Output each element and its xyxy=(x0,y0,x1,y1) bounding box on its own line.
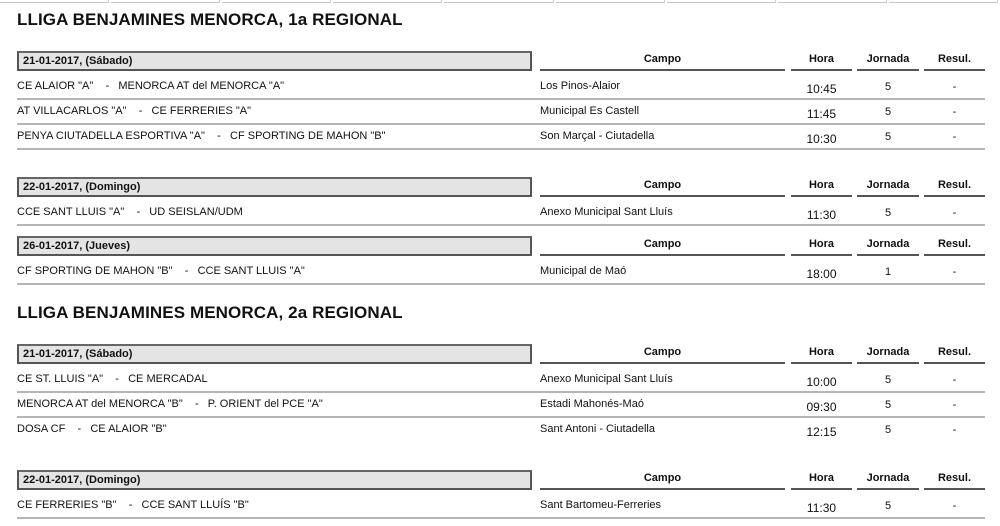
match-row xyxy=(17,100,985,125)
column-header-jornada: Jornada xyxy=(857,177,919,197)
match-jornada: 5 xyxy=(884,500,892,512)
match-teams: PENYA CIUTADELLA ESPORTIVA "A" - CF SPORTING DE MAHON "B" xyxy=(17,130,386,142)
match-row xyxy=(17,260,985,285)
tab-edge xyxy=(889,0,998,3)
column-header-campo: Campo xyxy=(540,236,785,256)
match-row xyxy=(17,201,985,226)
column-header-hora: Hora xyxy=(791,344,852,364)
match-hora: 12:15 xyxy=(806,425,837,439)
match-jornada: 5 xyxy=(884,131,892,143)
day-header xyxy=(17,236,985,260)
day-block xyxy=(17,177,985,226)
column-header-jornada: Jornada xyxy=(857,236,919,256)
tab-edge xyxy=(0,0,109,3)
column-header-hora: Hora xyxy=(791,51,852,71)
column-header-resul: Resul. xyxy=(924,344,985,364)
match-hora: 11:30 xyxy=(806,208,837,222)
day-header xyxy=(17,51,985,75)
match-teams: CE ST. LLUIS "A" - CE MERCADAL xyxy=(17,373,208,385)
column-header-campo: Campo xyxy=(540,470,785,490)
match-teams: AT VILLACARLOS "A" - CE FERRERIES "A" xyxy=(17,105,252,117)
column-header-campo: Campo xyxy=(540,51,785,71)
match-result: - xyxy=(952,500,957,512)
column-header-campo: Campo xyxy=(540,344,785,364)
column-header-resul: Resul. xyxy=(924,470,985,490)
tab-edge xyxy=(556,0,665,3)
match-campo: Sant Bartomeu-Ferreries xyxy=(540,499,662,511)
match-row xyxy=(17,125,985,150)
match-result: - xyxy=(952,374,957,386)
date-label: 21-01-2017, (Sábado) xyxy=(17,344,532,364)
match-hora: 18:00 xyxy=(806,267,837,281)
match-result: - xyxy=(952,131,957,143)
match-result: - xyxy=(952,207,957,219)
match-campo: Son Marçal - Ciutadella xyxy=(540,130,655,142)
league-title: LLIGA BENJAMINES MENORCA, 1a REGIONAL xyxy=(17,10,403,29)
match-teams: CE FERRERIES "B" - CCE SANT LLUÍS "B" xyxy=(17,499,249,511)
column-header-hora: Hora xyxy=(791,470,852,490)
match-teams: DOSA CF - CE ALAIOR "B" xyxy=(17,423,167,435)
match-hora: 10:00 xyxy=(806,375,837,389)
top-tab-strip xyxy=(0,0,1000,4)
match-campo: Anexo Municipal Sant Lluís xyxy=(540,373,673,385)
tab-edge xyxy=(444,0,553,3)
date-label: 22-01-2017, (Domingo) xyxy=(17,177,532,197)
column-header-campo: Campo xyxy=(540,177,785,197)
tab-edge xyxy=(111,0,220,3)
tab-edge xyxy=(222,0,331,3)
match-row xyxy=(17,368,985,393)
day-block xyxy=(17,51,985,150)
match-result: - xyxy=(952,399,957,411)
column-header-hora: Hora xyxy=(791,236,852,256)
day-header xyxy=(17,470,985,494)
column-header-jornada: Jornada xyxy=(857,344,919,364)
league-title: LLIGA BENJAMINES MENORCA, 2a REGIONAL xyxy=(17,303,403,322)
match-result: - xyxy=(952,424,957,436)
match-result: - xyxy=(952,81,957,93)
match-jornada: 5 xyxy=(884,424,892,436)
match-jornada: 1 xyxy=(884,266,892,278)
match-teams: CE ALAIOR "A" - MENORCA AT del MENORCA "A" xyxy=(17,80,285,92)
day-block xyxy=(17,344,985,443)
match-row xyxy=(17,418,985,443)
tab-edge xyxy=(778,0,887,3)
date-label: 22-01-2017, (Domingo) xyxy=(17,470,532,490)
column-header-jornada: Jornada xyxy=(857,51,919,71)
match-row xyxy=(17,393,985,418)
date-label: 21-01-2017, (Sábado) xyxy=(17,51,532,71)
match-teams: CF SPORTING DE MAHON "B" - CCE SANT LLUIS "A" xyxy=(17,265,305,277)
match-result: - xyxy=(952,266,957,278)
match-hora: 11:30 xyxy=(806,501,837,515)
column-header-resul: Resul. xyxy=(924,236,985,256)
match-jornada: 5 xyxy=(884,399,892,411)
match-hora: 09:30 xyxy=(806,400,837,414)
match-jornada: 5 xyxy=(884,207,892,219)
tab-edge xyxy=(333,0,442,3)
day-header xyxy=(17,344,985,368)
match-result: - xyxy=(952,106,957,118)
match-row xyxy=(17,75,985,100)
match-jornada: 5 xyxy=(884,106,892,118)
match-jornada: 5 xyxy=(884,374,892,386)
date-label: 26-01-2017, (Jueves) xyxy=(17,236,532,256)
match-campo: Municipal Es Castell xyxy=(540,105,640,117)
column-header-resul: Resul. xyxy=(924,177,985,197)
match-campo: Municipal de Maó xyxy=(540,265,627,277)
day-block xyxy=(17,470,985,519)
match-hora: 10:45 xyxy=(806,82,837,96)
match-teams: MENORCA AT del MENORCA "B" - P. ORIENT del PCE "A" xyxy=(17,398,323,410)
match-campo: Sant Antoni - Ciutadella xyxy=(540,423,655,435)
day-header xyxy=(17,177,985,201)
match-campo: Los Pinos-Alaior xyxy=(540,80,621,92)
day-block xyxy=(17,236,985,285)
match-row xyxy=(17,494,985,519)
match-hora: 11:45 xyxy=(806,107,837,121)
match-jornada: 5 xyxy=(884,81,892,93)
match-teams: CCE SANT LLUIS "A" - UD SEISLAN/UDM xyxy=(17,206,243,218)
column-header-hora: Hora xyxy=(791,177,852,197)
column-header-resul: Resul. xyxy=(924,51,985,71)
column-header-jornada: Jornada xyxy=(857,470,919,490)
match-campo: Anexo Municipal Sant Lluís xyxy=(540,206,673,218)
tab-edge xyxy=(667,0,776,3)
match-hora: 10:30 xyxy=(806,132,837,146)
match-campo: Estadi Mahonés-Maó xyxy=(540,398,644,410)
